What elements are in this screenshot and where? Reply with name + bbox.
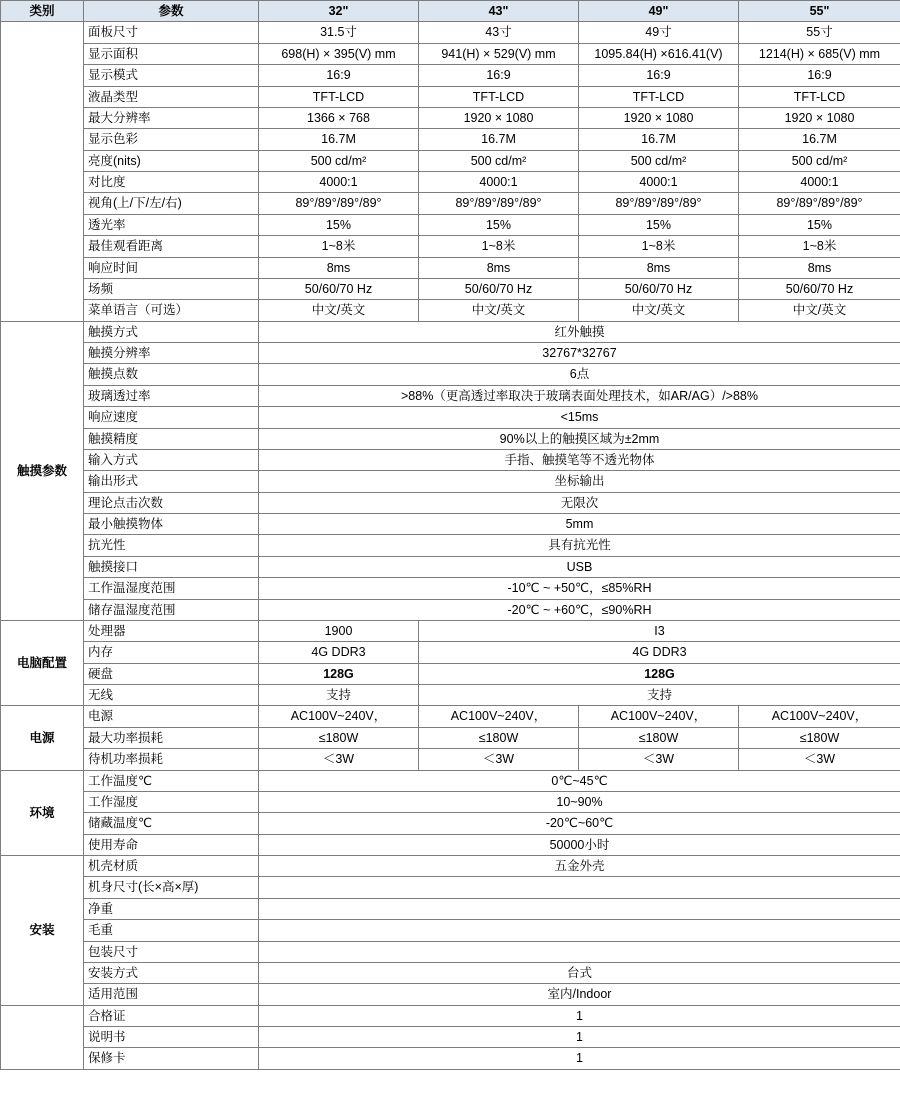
- value-cell: >88%（更高透过率取决于玻璃表面处理技术，如AR/AG）/>88%: [259, 385, 900, 406]
- value-cell: 1: [259, 1048, 900, 1069]
- table-row: [1, 321, 900, 342]
- value-cell: 中文/英文: [739, 300, 900, 321]
- table-row: [1, 791, 900, 812]
- value-cell: -20℃~60℃: [259, 813, 900, 834]
- parameter-cell: 使用寿命: [84, 834, 259, 855]
- value-cell: 698(H) × 395(V) mm: [259, 43, 419, 64]
- value-cell: 941(H) × 529(V) mm: [419, 43, 579, 64]
- parameter-cell: 触摸分辨率: [84, 343, 259, 364]
- table-row: [1, 22, 900, 43]
- parameter-cell: 响应速度: [84, 407, 259, 428]
- parameter-cell: 保修卡: [84, 1048, 259, 1069]
- parameter-cell: 机身尺寸(长×高×厚): [84, 877, 259, 898]
- table-row: [1, 1005, 900, 1026]
- parameter-cell: 面板尺寸: [84, 22, 259, 43]
- value-cell: 43寸: [419, 22, 579, 43]
- value-cell: 15%: [259, 214, 419, 235]
- table-row: [1, 941, 900, 962]
- category-cell: 安装: [1, 856, 84, 1006]
- table-row: [1, 65, 900, 86]
- value-cell: 1~8米: [579, 236, 739, 257]
- header-row: [1, 1, 900, 22]
- value-cell: 1: [259, 1005, 900, 1026]
- value-cell: 坐标输出: [259, 471, 900, 492]
- table-row: [1, 770, 900, 791]
- value-cell: 5mm: [259, 514, 900, 535]
- table-row: [1, 385, 900, 406]
- value-cell: 500 cd/m²: [579, 150, 739, 171]
- value-cell: [259, 877, 900, 898]
- value-cell: -10℃ ~ +50℃，≤85%RH: [259, 578, 900, 599]
- value-cell: 1920 × 1080: [579, 107, 739, 128]
- table-row: [1, 1048, 900, 1069]
- table-row: [1, 193, 900, 214]
- value-cell: 8ms: [579, 257, 739, 278]
- parameter-cell: 场频: [84, 278, 259, 299]
- value-cell: AC100V~240V，: [419, 706, 579, 727]
- value-cell: ＜3W: [259, 749, 419, 770]
- value-cell: ≤180W: [739, 727, 900, 748]
- value-cell: <15ms: [259, 407, 900, 428]
- value-cell: 32767*32767: [259, 343, 900, 364]
- parameter-cell: 最小触摸物体: [84, 514, 259, 535]
- value-cell: 49寸: [579, 22, 739, 43]
- value-cell: 1~8米: [739, 236, 900, 257]
- table-row: [1, 535, 900, 556]
- value-cell: ＜3W: [579, 749, 739, 770]
- table-row: [1, 129, 900, 150]
- value-cell: 50000小时: [259, 834, 900, 855]
- value-cell: AC100V~240V，: [579, 706, 739, 727]
- parameter-cell: 说明书: [84, 1027, 259, 1048]
- table-row: [1, 834, 900, 855]
- value-cell: 50/60/70 Hz: [419, 278, 579, 299]
- table-row: [1, 449, 900, 470]
- value-cell: TFT-LCD: [739, 86, 900, 107]
- value-cell: 500 cd/m²: [259, 150, 419, 171]
- parameter-cell: 待机功率损耗: [84, 749, 259, 770]
- parameter-cell: 液晶类型: [84, 86, 259, 107]
- table-row: [1, 172, 900, 193]
- value-cell: 50/60/70 Hz: [739, 278, 900, 299]
- table-row: [1, 749, 900, 770]
- table-row: [1, 343, 900, 364]
- value-cell: 89°/89°/89°/89°: [739, 193, 900, 214]
- value-cell: USB: [259, 556, 900, 577]
- value-cell: 4000:1: [579, 172, 739, 193]
- header-parameter: 参数: [84, 1, 259, 22]
- value-cell: 16:9: [419, 65, 579, 86]
- value-cell: 五金外壳: [259, 856, 900, 877]
- value-cell: 中文/英文: [419, 300, 579, 321]
- value-cell: 8ms: [739, 257, 900, 278]
- table-row: [1, 107, 900, 128]
- table-row: [1, 1027, 900, 1048]
- value-cell: TFT-LCD: [579, 86, 739, 107]
- value-cell: 10~90%: [259, 791, 900, 812]
- value-cell: 90%以上的触摸区域为±2mm: [259, 428, 900, 449]
- table-row: [1, 428, 900, 449]
- value-cell: 16.7M: [579, 129, 739, 150]
- table-row: [1, 813, 900, 834]
- value-cell: 89°/89°/89°/89°: [419, 193, 579, 214]
- table-row: [1, 514, 900, 535]
- value-cell: AC100V~240V，: [259, 706, 419, 727]
- parameter-cell: 工作湿度: [84, 791, 259, 812]
- table-row: [1, 685, 900, 706]
- value-cell: 4G DDR3: [419, 642, 900, 663]
- value-cell: 15%: [579, 214, 739, 235]
- value-cell: 16.7M: [419, 129, 579, 150]
- table-row: [1, 877, 900, 898]
- value-cell: 台式: [259, 962, 900, 983]
- parameter-cell: 最佳观看距离: [84, 236, 259, 257]
- value-cell: 16:9: [739, 65, 900, 86]
- value-cell: 0℃~45℃: [259, 770, 900, 791]
- header-category: 类别: [1, 1, 84, 22]
- parameter-cell: 显示色彩: [84, 129, 259, 150]
- parameter-cell: 硬盘: [84, 663, 259, 684]
- table-row: [1, 407, 900, 428]
- value-cell: 室内/Indoor: [259, 984, 900, 1005]
- value-cell: 8ms: [259, 257, 419, 278]
- parameter-cell: 合格证: [84, 1005, 259, 1026]
- table-row: [1, 214, 900, 235]
- value-cell: 支持: [259, 685, 419, 706]
- value-cell: 6点: [259, 364, 900, 385]
- value-cell: 1366 × 768: [259, 107, 419, 128]
- value-cell: 1920 × 1080: [739, 107, 900, 128]
- table-row: [1, 150, 900, 171]
- parameter-cell: 透光率: [84, 214, 259, 235]
- parameter-cell: 机壳材质: [84, 856, 259, 877]
- value-cell: ≤180W: [419, 727, 579, 748]
- parameter-cell: 对比度: [84, 172, 259, 193]
- category-cell: 电脑配置: [1, 620, 84, 706]
- value-cell: 1~8米: [259, 236, 419, 257]
- parameter-cell: 处理器: [84, 620, 259, 641]
- parameter-cell: 毛重: [84, 920, 259, 941]
- parameter-cell: 视角(上/下/左/右): [84, 193, 259, 214]
- table-row: [1, 236, 900, 257]
- value-cell: 具有抗光性: [259, 535, 900, 556]
- value-cell: I3: [419, 620, 900, 641]
- header-size-55: 55": [739, 1, 900, 22]
- table-row: [1, 642, 900, 663]
- value-cell: 4000:1: [739, 172, 900, 193]
- value-cell: 128G: [259, 663, 419, 684]
- value-cell: ＜3W: [739, 749, 900, 770]
- table-row: [1, 727, 900, 748]
- table-row: [1, 599, 900, 620]
- value-cell: 1900: [259, 620, 419, 641]
- value-cell: 4000:1: [419, 172, 579, 193]
- value-cell: 支持: [419, 685, 900, 706]
- value-cell: 16:9: [579, 65, 739, 86]
- value-cell: 4G DDR3: [259, 642, 419, 663]
- table-row: [1, 556, 900, 577]
- table-row: [1, 364, 900, 385]
- value-cell: 128G: [419, 663, 900, 684]
- table-row: [1, 492, 900, 513]
- parameter-cell: 菜单语言（可选）: [84, 300, 259, 321]
- parameter-cell: 适用范围: [84, 984, 259, 1005]
- parameter-cell: 安装方式: [84, 962, 259, 983]
- header-size-49: 49": [579, 1, 739, 22]
- value-cell: 89°/89°/89°/89°: [579, 193, 739, 214]
- value-cell: 50/60/70 Hz: [259, 278, 419, 299]
- parameter-cell: 触摸接口: [84, 556, 259, 577]
- value-cell: 中文/英文: [259, 300, 419, 321]
- parameter-cell: 显示面积: [84, 43, 259, 64]
- table-row: [1, 471, 900, 492]
- parameter-cell: 亮度(nits): [84, 150, 259, 171]
- table-header: [1, 1, 900, 22]
- table-row: [1, 706, 900, 727]
- table-row: [1, 898, 900, 919]
- table-row: [1, 86, 900, 107]
- parameter-cell: 响应时间: [84, 257, 259, 278]
- value-cell: 16.7M: [259, 129, 419, 150]
- parameter-cell: 电源: [84, 706, 259, 727]
- value-cell: 1095.84(H) ×616.41(V): [579, 43, 739, 64]
- value-cell: 55寸: [739, 22, 900, 43]
- value-cell: TFT-LCD: [419, 86, 579, 107]
- table-row: [1, 43, 900, 64]
- value-cell: 手指、触摸笔等不透光物体: [259, 449, 900, 470]
- value-cell: 红外触摸: [259, 321, 900, 342]
- category-cell: 环境: [1, 770, 84, 856]
- parameter-cell: 工作温度℃: [84, 770, 259, 791]
- value-cell: -20℃ ~ +60℃，≤90%RH: [259, 599, 900, 620]
- parameter-cell: 理论点击次数: [84, 492, 259, 513]
- value-cell: ＜3W: [419, 749, 579, 770]
- parameter-cell: 玻璃透过率: [84, 385, 259, 406]
- table-row: [1, 578, 900, 599]
- value-cell: [259, 941, 900, 962]
- value-cell: 16.7M: [739, 129, 900, 150]
- value-cell: AC100V~240V，: [739, 706, 900, 727]
- parameter-cell: 净重: [84, 898, 259, 919]
- value-cell: 4000:1: [259, 172, 419, 193]
- parameter-cell: 触摸方式: [84, 321, 259, 342]
- value-cell: 15%: [419, 214, 579, 235]
- value-cell: 8ms: [419, 257, 579, 278]
- table-row: [1, 620, 900, 641]
- header-size-32: 32": [259, 1, 419, 22]
- table-row: [1, 856, 900, 877]
- category-cell: [1, 1005, 84, 1069]
- table-row: [1, 984, 900, 1005]
- value-cell: TFT-LCD: [259, 86, 419, 107]
- parameter-cell: 输入方式: [84, 449, 259, 470]
- parameter-cell: 储藏温度℃: [84, 813, 259, 834]
- table-row: [1, 300, 900, 321]
- value-cell: 15%: [739, 214, 900, 235]
- value-cell: 50/60/70 Hz: [579, 278, 739, 299]
- value-cell: 1920 × 1080: [419, 107, 579, 128]
- category-cell: 触摸参数: [1, 321, 84, 620]
- category-cell: 电源: [1, 706, 84, 770]
- value-cell: 中文/英文: [579, 300, 739, 321]
- parameter-cell: 输出形式: [84, 471, 259, 492]
- table-row: [1, 920, 900, 941]
- value-cell: 31.5寸: [259, 22, 419, 43]
- value-cell: 1: [259, 1027, 900, 1048]
- value-cell: [259, 898, 900, 919]
- value-cell: 500 cd/m²: [739, 150, 900, 171]
- value-cell: 1214(H) × 685(V) mm: [739, 43, 900, 64]
- value-cell: [259, 920, 900, 941]
- parameter-cell: 抗光性: [84, 535, 259, 556]
- table-row: [1, 962, 900, 983]
- table-row: [1, 278, 900, 299]
- parameter-cell: 内存: [84, 642, 259, 663]
- value-cell: 16:9: [259, 65, 419, 86]
- parameter-cell: 无线: [84, 685, 259, 706]
- table-row: [1, 663, 900, 684]
- value-cell: ≤180W: [259, 727, 419, 748]
- parameter-cell: 最大功率损耗: [84, 727, 259, 748]
- category-cell: [1, 22, 84, 321]
- value-cell: 无限次: [259, 492, 900, 513]
- value-cell: ≤180W: [579, 727, 739, 748]
- parameter-cell: 最大分辨率: [84, 107, 259, 128]
- parameter-cell: 显示模式: [84, 65, 259, 86]
- parameter-cell: 储存温湿度范围: [84, 599, 259, 620]
- header-size-43: 43": [419, 1, 579, 22]
- table-body: [1, 22, 900, 1069]
- value-cell: 89°/89°/89°/89°: [259, 193, 419, 214]
- parameter-cell: 包装尺寸: [84, 941, 259, 962]
- table-row: [1, 257, 900, 278]
- parameter-cell: 触摸点数: [84, 364, 259, 385]
- value-cell: 1~8米: [419, 236, 579, 257]
- value-cell: 500 cd/m²: [419, 150, 579, 171]
- parameter-cell: 工作温湿度范围: [84, 578, 259, 599]
- parameter-cell: 触摸精度: [84, 428, 259, 449]
